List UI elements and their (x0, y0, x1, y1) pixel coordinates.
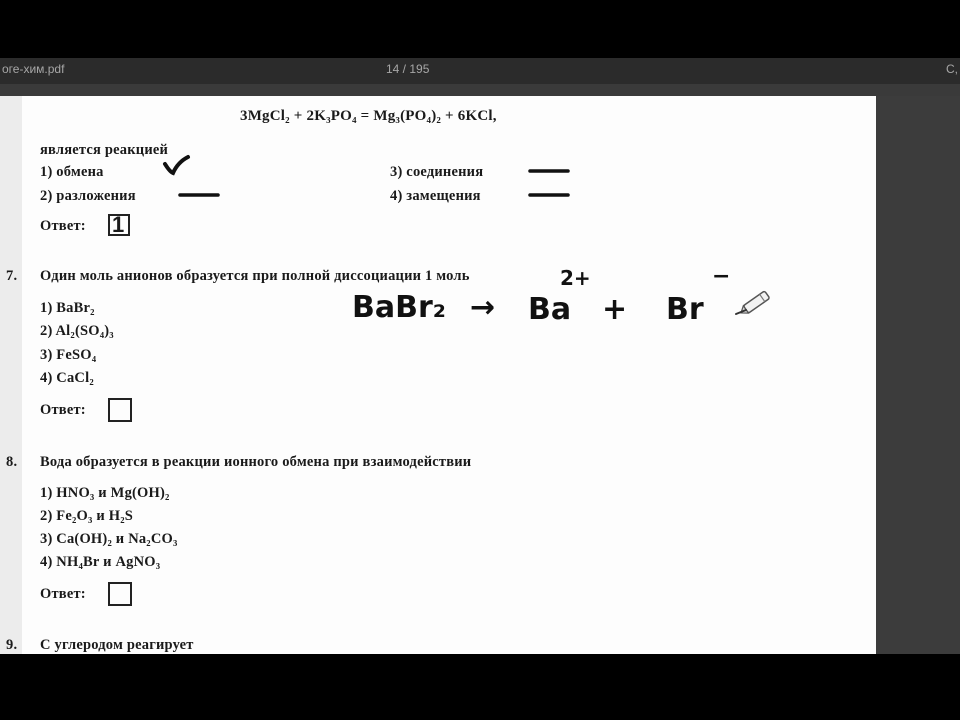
hw-plus: + (602, 292, 628, 327)
q8-prompt: Вода образуется в реакции ионного обмена при взаимодействии (40, 454, 472, 470)
q6-prompt: является реакцией (40, 142, 169, 158)
scrollbar-area[interactable] (876, 96, 960, 654)
q9-prompt: С углеродом реагирует (40, 637, 194, 653)
q7-answer-box[interactable] (108, 398, 132, 422)
q7-number: 7. (6, 268, 18, 284)
q7-option-4: 4) CaCl₂ (40, 370, 94, 386)
q8-answer-label: Ответ: (40, 586, 86, 602)
q8-answer-box[interactable] (108, 582, 132, 606)
q6-answer-value: 1 (112, 212, 125, 237)
hw-product-1: Ba (528, 292, 572, 327)
viewer-toolbar (0, 58, 960, 84)
strike-dash-icon (178, 191, 220, 199)
q8-option-1: 1) HNO₃ и Mg(OH)₂ (40, 485, 170, 501)
q8-option-3: 3) Ca(OH)₂ и Na₂CO₃ (40, 531, 178, 547)
q7-answer-label: Ответ: (40, 402, 86, 418)
document-page[interactable] (6, 96, 876, 654)
q8-option-2: 2) Fe₂O₃ и H₂S (40, 508, 134, 524)
zoom-indicator[interactable]: C, (946, 62, 958, 76)
pen-cursor-icon (734, 286, 778, 320)
q7-prompt: Один моль анионов образуется при полной диссоциации 1 моль (40, 268, 470, 284)
q6-option-3: 3) соединения (390, 164, 484, 180)
q6-equation: 3MgCl₂ + 2K₃PO₄ = Mg₃(PO₄)₂ + 6KCl, (240, 108, 497, 124)
q6-answer-label: Ответ: (40, 218, 86, 234)
letterbox-bottom (0, 654, 960, 720)
q8-number: 8. (6, 454, 18, 470)
q6-answer-box[interactable] (108, 214, 130, 236)
q6-option-4: 4) замещения (390, 188, 481, 204)
q7-option-2: 2) Al₂(SO₄)₃ (40, 323, 114, 339)
q7-option-1: 1) BaBr₂ (40, 300, 95, 316)
file-name[interactable]: оге-хим.pdf (2, 62, 65, 76)
strike-dash-icon (528, 167, 570, 175)
q7-option-3: 3) FeSO₄ (40, 347, 97, 363)
hw-product-1-charge: 2+ (560, 266, 591, 290)
q9-number: 9. (6, 637, 18, 653)
q8-option-4: 4) NH₄Br и AgNO₃ (40, 554, 161, 570)
hw-product-2: Br (666, 292, 704, 327)
left-margin (0, 96, 22, 654)
checkmark-icon (162, 154, 192, 178)
q6-option-1: 1) обмена (40, 164, 104, 180)
hw-product-2-charge: − (712, 264, 731, 289)
page-indicator[interactable]: 14 / 195 (386, 62, 430, 76)
viewer-separator (0, 84, 960, 96)
strike-dash-icon (528, 191, 570, 199)
hw-reactant: BaBr₂ (352, 290, 446, 325)
q6-option-2: 2) разложения (40, 188, 136, 204)
hw-arrow: → (470, 290, 496, 325)
